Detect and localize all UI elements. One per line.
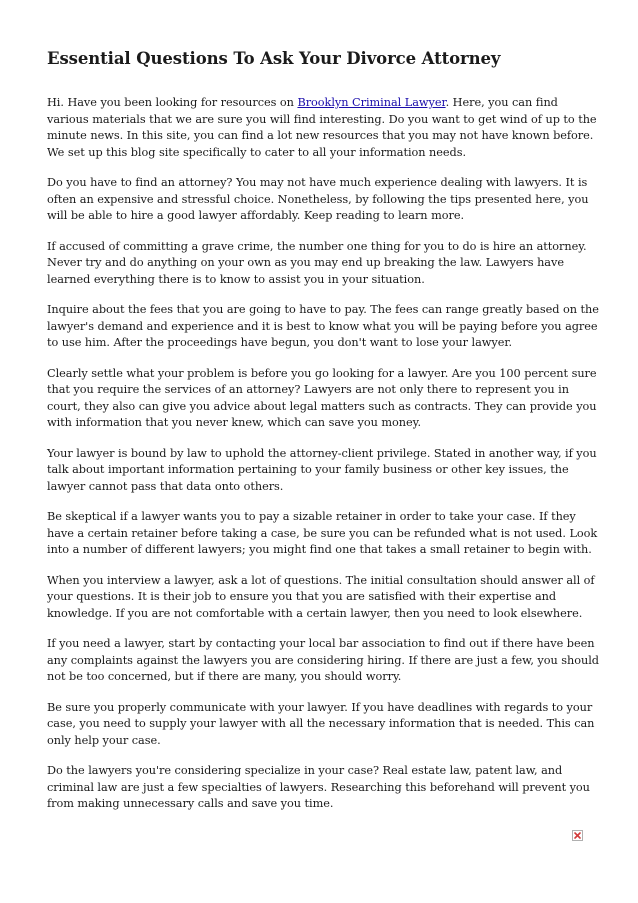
body-paragraph: If accused of committing a grave crime, the number one thing for you to do is hire an attorney. Never try and do anything on your own as you may end up breaking the law. Lawyers have learned everything there is to know to assist you in your situation. <box>47 239 587 286</box>
broken-image-glyph <box>573 831 582 840</box>
body-paragraph: Be skeptical if a lawyer wants you to pay a sizable retainer in order to take your case. If they have a certain retainer before taking a case, be sure you can be refunded what is not used. Look into a number of different lawyers; you might find one that takes a small retainer to begin with. <box>47 510 598 556</box>
body-paragraph: Be sure you properly communicate with your lawyer. If you have deadlines with regards to your case, you need to supply your lawyer with all the necessary information that is needed. This can only help your case. <box>47 700 595 747</box>
page-title: Essential Questions To Ask Your Divorce Attorney <box>47 49 501 68</box>
body-paragraph: Your lawyer is bound by law to uphold the attorney-client privilege. Stated in another way, if you talk about important information pertaining to your family business or other key issues, the lawyer cannot pass that data onto others. <box>47 446 597 493</box>
document-page <box>47 48 599 827</box>
broken-image-icon <box>572 830 583 841</box>
body-paragraph: Do the lawyers you're considering specialize in your case? Real estate law, patent law, and criminal law are just a few specialties of lawyers. Researching this beforehand will prevent you from making unnecessary calls and save you time. <box>47 764 590 810</box>
intro-paragraph <box>47 95 599 161</box>
body-paragraph: Inquire about the fees that you are going to have to pay. The fees can range greatly based on the lawyer's demand and experience and it is best to know what you will be paying before you agree to use him. After the proceedings have begun, you don't want to lose your lawyer. <box>47 303 599 349</box>
body-paragraph: Do you have to find an attorney? You may not have much experience dealing with lawyers. It is often an expensive and stressful choice. Nonetheless, by following the tips presented here, you will be able to hire a good lawyer affordably. Keep reading to learn more. <box>47 176 589 222</box>
brooklyn-criminal-lawyer-link[interactable]: Brooklyn Criminal Lawyer <box>297 96 446 109</box>
intro-text-after-link: . Here, you can find various materials that we are sure you will find interesting. Do you want to get wind of up to the minute news. In this site, you can find a lot new resources that you may not have known before. We set up this blog site specifically to cater to all your information needs. <box>47 96 597 159</box>
body-paragraph: Clearly settle what your problem is before you go looking for a lawyer. Are you 100 percent sure that you require the services of an attorney? Lawyers are not only there to represent you in court, they also can give you advice about legal matters such as contracts. They can provide you with information that you never knew, which can save you money. <box>47 366 597 429</box>
body-paragraph: When you interview a lawyer, ask a lot of questions. The initial consultation should answer all of your questions. It is their job to ensure you that you are satisfied with their expertise and knowledge. If you are not comfortable with a certain lawyer, then you need to look elsewhere. <box>47 573 595 620</box>
intro-text-before-link: Hi. Have you been looking for resources on <box>47 96 298 109</box>
body-paragraph: If you need a lawyer, start by contacting your local bar association to find out if there have been any complaints against the lawyers you are considering hiring. If there are just a few, you should not be too concerned, but if there are many, you should worry. <box>47 637 599 683</box>
